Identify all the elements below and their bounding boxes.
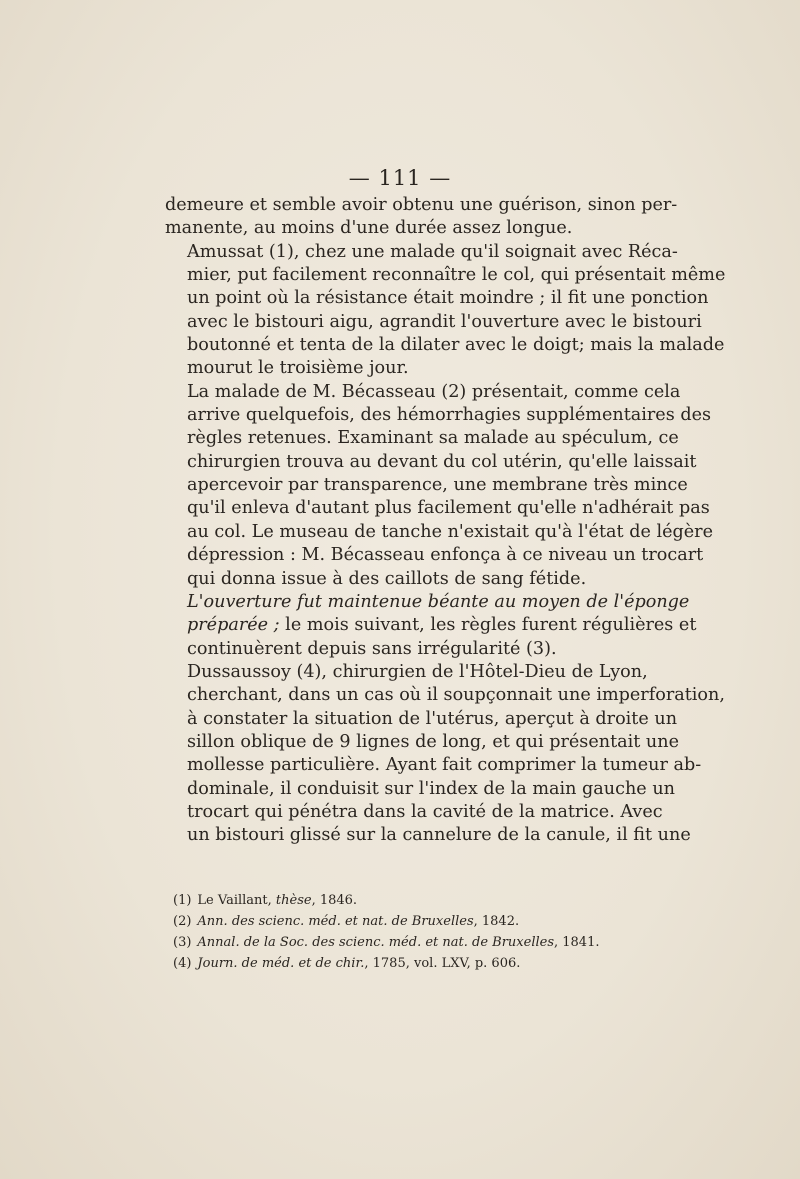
paragraph bbox=[165, 661, 725, 848]
footnote-text: , 1841. bbox=[554, 935, 600, 950]
footnote-text: , 1842. bbox=[473, 914, 520, 929]
footnote-text: Le Vaillant, bbox=[197, 893, 276, 908]
footnote-text: , 1785, vol. LXV, p. 606. bbox=[364, 956, 521, 971]
footnote-number: (1) bbox=[173, 893, 192, 908]
text-line: à constater la situation de l'utérus, aperçut à droite un bbox=[187, 708, 678, 729]
paragraph bbox=[165, 194, 678, 241]
text-line: un point où la résistance était moindre ; il fit une ponction bbox=[187, 288, 709, 309]
page-number: — 111 — bbox=[348, 166, 452, 190]
text-line: L'ouverture fut maintenue béante au moyen de l'éponge bbox=[187, 591, 690, 612]
text-line: cherchant, dans un cas où il soupçonnait une imperforation, bbox=[187, 685, 725, 706]
text-line: arrive quelquefois, des hémorrhagies supplémentaires des bbox=[187, 405, 712, 426]
text-line: chirurgien trouva au devant du col utérin, qu'elle laissait bbox=[187, 451, 697, 472]
text-line: trocart qui pénétra dans la cavité de la matrice. Avec bbox=[187, 801, 663, 822]
body-text bbox=[165, 194, 726, 848]
footnote bbox=[165, 953, 614, 974]
footnote bbox=[165, 890, 614, 911]
text-line: mourut le troisième jour. bbox=[187, 358, 409, 379]
footnote-italic: Ann. des scienc. méd. et nat. de Bruxelles bbox=[197, 914, 474, 929]
text-line: un bistouri glissé sur la cannelure de la canule, il fit une bbox=[187, 825, 691, 846]
paragraph bbox=[165, 591, 697, 661]
text-line: demeure et semble avoir obtenu une guérison, sinon per- bbox=[165, 195, 678, 215]
text-line: apercevoir par transparence, une membrane très mince bbox=[187, 475, 688, 496]
text-line: qui donna issue à des caillots de sang fétide. bbox=[187, 568, 587, 589]
paragraph bbox=[165, 381, 713, 591]
text-line: dépression : M. Bécasseau enfonça à ce niveau un trocart bbox=[187, 545, 704, 566]
footnote-text: , 1846. bbox=[311, 893, 358, 908]
text-line: mollesse particulière. Ayant fait comprimer la tumeur ab- bbox=[187, 755, 702, 776]
text-line: avec le bistouri aigu, agrandit l'ouverture avec le bistouri bbox=[187, 311, 702, 332]
footnotes bbox=[165, 890, 614, 974]
footnote-number: (4) bbox=[173, 956, 192, 971]
text-line: sillon oblique de 9 lignes de long, et qui présentait une bbox=[187, 731, 679, 752]
footnote-number: (3) bbox=[173, 935, 192, 950]
text-line: mier, put facilement reconnaître le col, qui présentait même bbox=[187, 265, 726, 286]
text-line: boutonné et tenta de la dilater avec le doigt; mais la malade bbox=[187, 335, 725, 356]
text-line: qu'il enleva d'autant plus facilement qu'elle n'adhérait pas bbox=[187, 498, 710, 519]
text-line: continuèrent depuis sans irrégularité (3). bbox=[187, 638, 557, 659]
text-line: Amussat (1), chez une malade qu'il soignait avec Réca- bbox=[187, 241, 678, 262]
footnote-italic: Annal. de la Soc. des scienc. méd. et nat. de Bruxelles bbox=[197, 935, 554, 950]
text-line: dominale, il conduisit sur l'index de la main gauche un bbox=[187, 778, 675, 799]
text-line: La malade de M. Bécasseau (2) présentait, comme cela bbox=[187, 381, 681, 402]
text-line: manente, au moins d'une durée assez longue. bbox=[165, 218, 573, 239]
paragraph bbox=[165, 241, 726, 381]
text-line: au col. Le museau de tanche n'existait qu'à l'état de légère bbox=[187, 521, 713, 542]
footnote bbox=[165, 911, 614, 932]
italic-text: préparée ; bbox=[187, 615, 280, 636]
text-span: le mois suivant, les règles furent régulières et bbox=[279, 615, 697, 636]
footnote bbox=[165, 932, 614, 953]
footnote-italic: Journ. de méd. et de chir. bbox=[197, 956, 365, 971]
text-line: Dussaussoy (4), chirurgien de l'Hôtel-Dieu de Lyon, bbox=[187, 661, 648, 682]
text-line bbox=[165, 614, 697, 637]
text-line: règles retenues. Examinant sa malade au spéculum, ce bbox=[187, 428, 679, 449]
footnote-number: (2) bbox=[173, 914, 192, 929]
footnote-italic: thèse bbox=[275, 893, 312, 908]
